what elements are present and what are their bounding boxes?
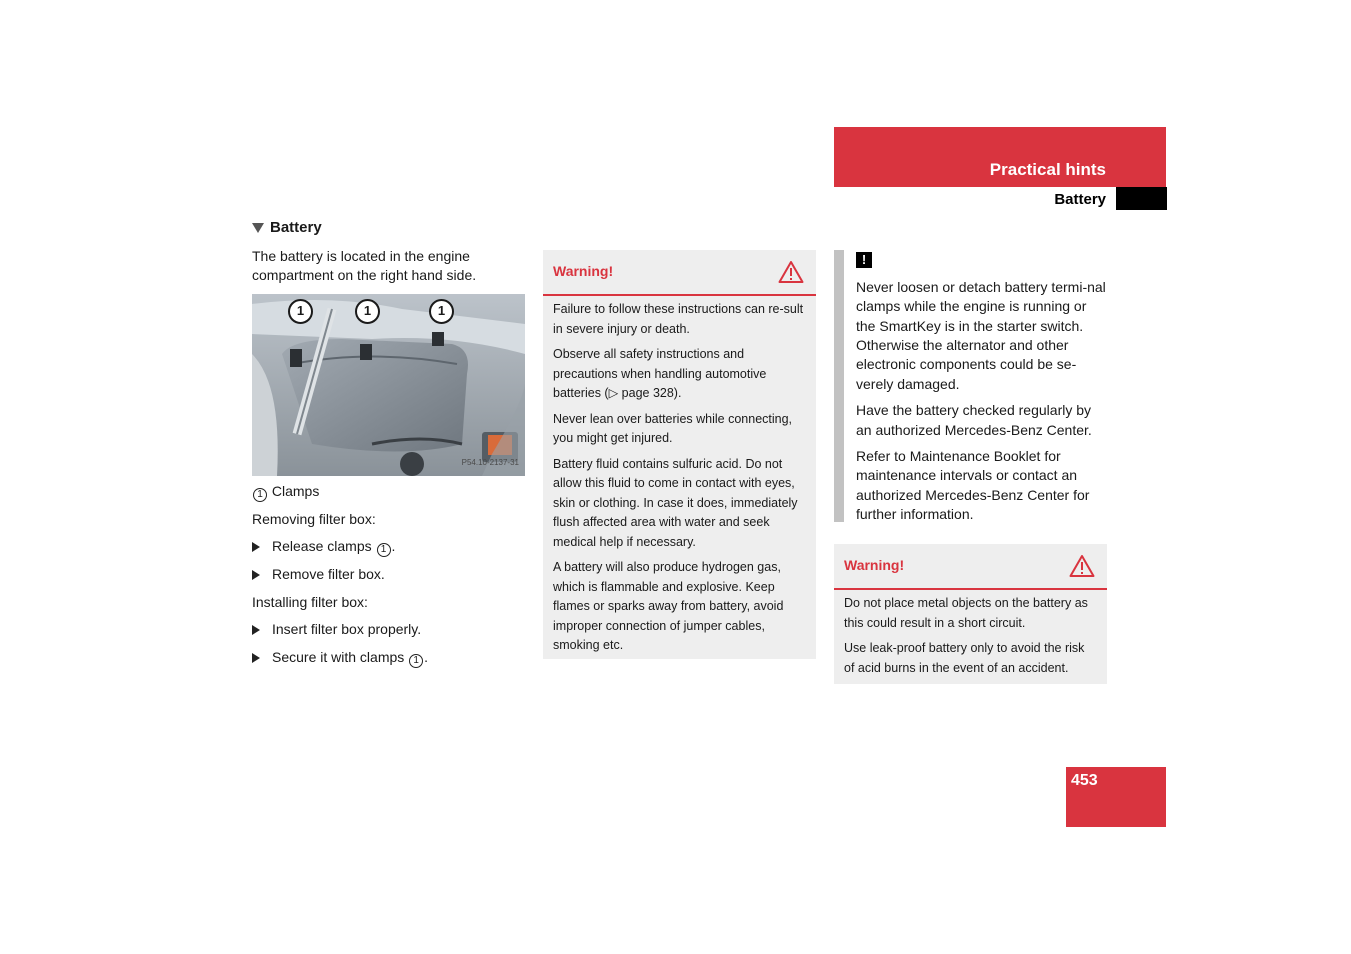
exclamation-icon: ! bbox=[856, 252, 872, 268]
step-suffix: . bbox=[424, 648, 429, 665]
warning-triangle-icon bbox=[778, 260, 804, 284]
header-section-title: Practical hints bbox=[989, 160, 1106, 179]
warning-title: Warning! bbox=[844, 557, 905, 574]
warning-paragraph: A battery will also produce hydrogen gas, which is flammable and explosive. Keep flames or sparks away from battery, avoid improper connection of jumper cables, smoking etc. bbox=[553, 560, 784, 652]
clamp-marker-3: 1 bbox=[429, 299, 454, 324]
step-text: Release clamps bbox=[272, 538, 372, 554]
triangle-down-icon bbox=[252, 223, 264, 233]
step-number: 1 bbox=[409, 654, 423, 668]
warning-paragraph: Use leak-proof battery only to avoid the risk of acid burns in the event of an accident. bbox=[844, 641, 1085, 675]
step-arrow-icon bbox=[252, 542, 260, 552]
warning-paragraph: Observe all safety instructions and precautions when handling automotive batteries (▷ page 328). bbox=[553, 347, 767, 400]
figure-caption bbox=[252, 482, 527, 502]
removing-step-2 bbox=[252, 565, 527, 585]
installing-step-1 bbox=[252, 620, 527, 640]
clamp-marker-2: 1 bbox=[355, 299, 380, 324]
caption-number: 1 bbox=[253, 488, 267, 502]
warning-box-1 bbox=[543, 250, 816, 659]
installing-step-2 bbox=[252, 648, 527, 668]
warning-body bbox=[834, 590, 1107, 690]
warning-paragraph: Never lean over batteries while connecting, you might get injured. bbox=[553, 411, 793, 445]
clamp-marker-1: 1 bbox=[288, 299, 313, 324]
section-heading bbox=[252, 218, 527, 238]
warning-box-2 bbox=[834, 544, 1107, 684]
step-text: Remove filter box. bbox=[272, 566, 385, 582]
warning-body bbox=[543, 296, 816, 668]
caption-text: Clamps bbox=[271, 482, 320, 499]
step-arrow-icon bbox=[252, 653, 260, 663]
step-suffix: . bbox=[391, 538, 396, 554]
section-title: Battery bbox=[270, 219, 322, 236]
step-arrow-icon bbox=[252, 570, 260, 580]
installing-label: Installing filter box: bbox=[252, 593, 368, 610]
warning-paragraph: Do not place metal objects on the battery as this could result in a short circuit. bbox=[844, 596, 1088, 630]
page-number: 453 bbox=[1071, 772, 1098, 789]
step-text: Insert filter box properly. bbox=[272, 621, 422, 637]
step-number: 1 bbox=[377, 543, 391, 557]
note-box bbox=[834, 250, 1109, 522]
removing-step-1 bbox=[252, 537, 527, 557]
note-paragraph: Have the battery checked regularly by an authorized Mercedes-Benz Center. bbox=[856, 402, 1092, 438]
figure-id: P54.10-2137-31 bbox=[461, 458, 519, 467]
left-column bbox=[252, 218, 527, 676]
step-arrow-icon bbox=[252, 625, 260, 635]
intro-text: The battery is located in the engine compartment on the right hand side. bbox=[252, 247, 477, 283]
warning-paragraph: Battery fluid contains sulfuric acid. Do not allow this fluid to come in contact with eyes, skin or clothing. In case it does, immediately flush affected area with water and seek medical help if necessary. bbox=[553, 456, 798, 549]
warning-triangle-icon bbox=[1069, 554, 1095, 578]
engine-compartment-figure bbox=[252, 294, 525, 476]
warning-header bbox=[543, 250, 816, 296]
removing-label: Removing filter box: bbox=[252, 510, 376, 527]
warning-paragraph: Failure to follow these instructions can re-sult in severe injury or death. bbox=[553, 302, 804, 336]
note-paragraph: Never loosen or detach battery termi-nal clamps while the engine is running or the SmartKey is in the starter switch. Otherwise the alternator and other electronic components could be se-verely damaged. bbox=[856, 278, 1106, 392]
header-subsection-title: Battery bbox=[1054, 191, 1106, 208]
step-text: Secure it with clamps bbox=[272, 648, 405, 665]
header-black-tab bbox=[1116, 187, 1167, 210]
note-paragraph: Refer to Maintenance Booklet for maintenance intervals or contact an authorized Mercedes-Benz Center for further information. bbox=[856, 447, 1090, 523]
warning-header bbox=[834, 544, 1107, 590]
warning-title: Warning! bbox=[553, 263, 614, 280]
